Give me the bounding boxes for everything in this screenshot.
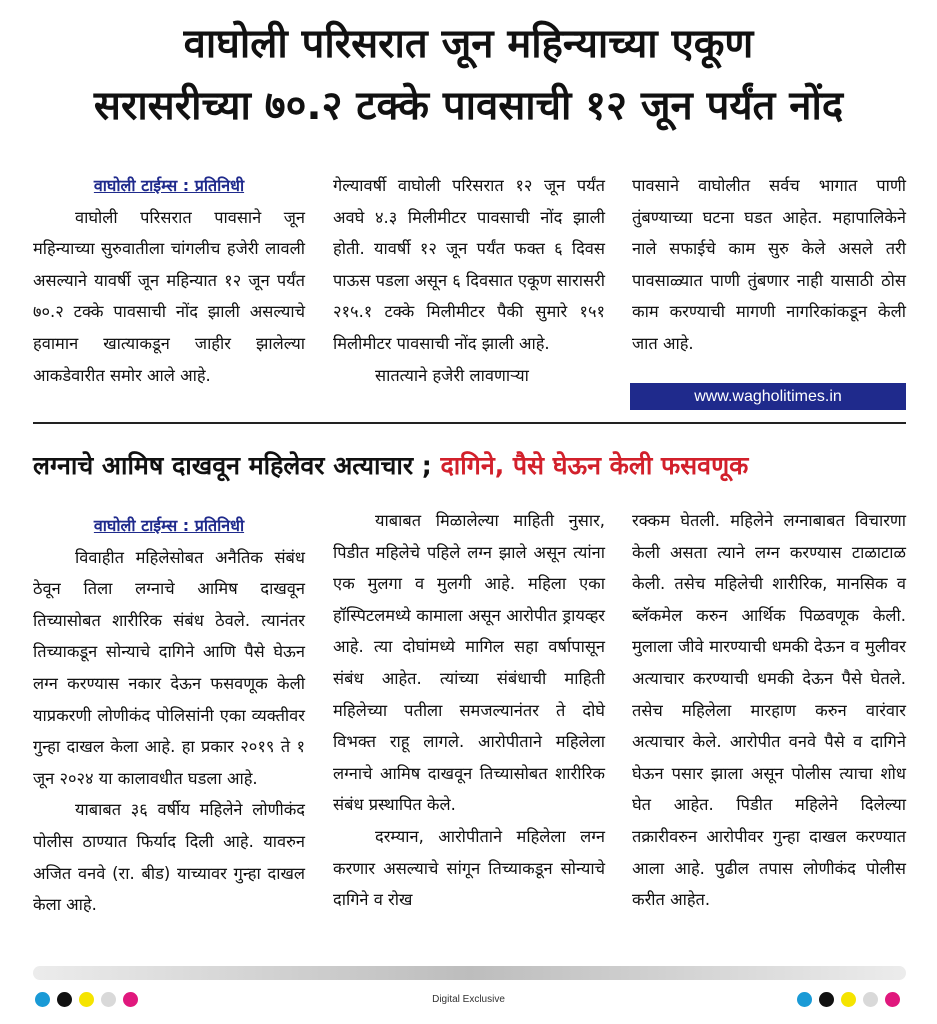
registration-dot <box>819 992 834 1007</box>
article1-byline: वाघोली टाईम्स : प्रतिनिधी <box>93 176 245 195</box>
article1-column-2 <box>333 170 605 391</box>
article2-col3-text: रक्कम घेतली. महिलेने लग्नाबाबत विचारणा केली असता त्याने लग्न करण्यास टाळाटाळ केली. तसेच महिलेची शारीरिक, मानसिक व ब्लॅकमेल करुन आर्थिक पिळवणूक केली. मुलाला जीवे मारण्याची धमकी देऊन व मुलीवर अत्याचार करण्याची धमकी देऊन पैसे घेतले. तसेच महिलेला मारहाण करुन वारंवार अत्याचार केले. आरोपीत वनवे पैसे व दागिने घेऊन पसार झाला असून पोलीस त्याचा शोध घेत आहेत. पिडीत महिलेने दिलेल्या तक्रारीवरुन आरोपीवर गुन्हा दाखल करण्यात आला आहे. पुढील तपास लोणीकंद पोलीस करीत आहेत. <box>632 511 906 910</box>
article2-byline: वाघोली टाईम्स : प्रतिनिधी <box>93 516 245 535</box>
registration-dot <box>885 992 900 1007</box>
article2-col1-para2: याबाबत ३६ वर्षीय महिलेने लोणीकंद पोलीस ठाण्यात फिर्याद दिली आहे. यावरुन अजित वनवे (रा. बीड) याच्यावर गुन्हा दाखल केला आहे. <box>33 800 305 915</box>
article1-column-1 <box>33 170 305 391</box>
article1-column-3 <box>632 170 906 360</box>
article1-col2-continuation: सातत्याने हजेरी लावणाऱ्या <box>375 365 529 385</box>
article2-col2-para1: याबाबत मिळालेल्या माहिती नुसार, पिडीत महिलेचे पहिले लग्न झाले असून त्यांना एक मुलगा व मुलगी आहे. महिला एका हॉस्पिटलमध्ये कामाला असून आरोपीत ड्रायव्हर आहे. त्या दोघांमध्ये मागिल सहा वर्षापासून संबंध आहेत. त्यांच्या संबंधाची माहिती महिलेच्या पतीला समजल्यानंतर ते दोघे विभक्त राहू लागले. आरोपीताने महिलेला लग्नाचे आमिष दाखवून तिच्यासोबत शारीरिक संबंध प्रस्थापित केले. <box>333 511 605 815</box>
article2-col1-para1: विवाहीत महिलेसोबत अनैतिक संबंध ठेवून तिला लग्नाचे आमिष दाखवून तिच्यासोबत शारीरिक संबंध ठेवले. त्यानंतर तिच्याकडून सोन्याचे दागिने आणि पैसे घेऊन लग्न करण्यास नकार देऊन फसवणूक केली याप्रकरणी लोणीकंद पोलिसांनी एका व्यक्तीवर गुन्हा दाखल केला आहे. हा प्रकार २०१९ ते १ जून २०२४ या कालावधीत घडला आहे. <box>33 547 305 788</box>
article2-headline <box>33 446 913 486</box>
article2-col2-para2: दरम्यान, आरोपीताने महिलेला लग्न करणार असल्याचे सांगून तिच्याकडून सोन्याचे दागिने व रोख <box>333 826 605 910</box>
registration-marks-right <box>797 992 900 1007</box>
section-divider <box>33 422 906 424</box>
footer-bar <box>33 966 906 980</box>
article2-headline-highlight: दागिने, पैसे घेऊन केली फसवणूक <box>440 451 749 480</box>
article2-column-1 <box>33 510 305 921</box>
article2-column-3 <box>632 505 906 916</box>
article1-col2-text: गेल्यावर्षी वाघोली परिसरात १२ जून पर्यंत अवघे ४.३ मिलीमीटर पावसाची नोंद झाली होती. यावर्षी १२ जून पर्यंत फक्त ६ दिवस पाऊस पडला असून ६ दिवसात एकूण सारासरी २१५.१ टक्के मिलीमीटर पैकी सुमारे १५१ मिलीमीटर पावसाची नोंद झाली आहे. <box>333 176 605 353</box>
registration-dot <box>797 992 812 1007</box>
article2-column-2 <box>333 505 605 916</box>
article1-col1-text: वाघोली परिसरात पावसाने जून महिन्याच्या सुरुवातीला चांगलीच हजेरी लावली असल्याने यावर्षी जून महिन्यात १२ जून पर्यंत ७०.२ टक्के पावसाची नोंद झाली असल्याचे हवामान खात्याकडून जाहीर झालेल्या आकडेवारीत समोर आले आहे. <box>33 207 305 385</box>
article1-headline-line1: वाघोली परिसरात जून महिन्याच्या एकूण <box>183 21 754 67</box>
registration-dot <box>841 992 856 1007</box>
article2-headline-main: लग्नाचे आमिष दाखवून महिलेवर अत्याचार ; <box>33 451 432 480</box>
article1-col3-text: पावसाने वाघोलीत सर्वच भागात पाणी तुंबण्याच्या घटना घडत आहेत. महापालिकेने नाले सफाईचे काम सुरु केले असले तरी पावसाळ्यात पाणी तुंबणार नाही यासाठी ठोस काम करण्याची मागणी नागरिकांकडून केली जात आहे. <box>632 176 906 353</box>
footer-label: Digital Exclusive <box>432 994 505 1005</box>
article1-headline-line2: सरासरीच्या ७०.२ टक्के पावसाची १२ जून पर्यंत नोंद <box>93 83 844 129</box>
website-banner: www.wagholitimes.in <box>630 383 906 410</box>
registration-dot <box>863 992 878 1007</box>
